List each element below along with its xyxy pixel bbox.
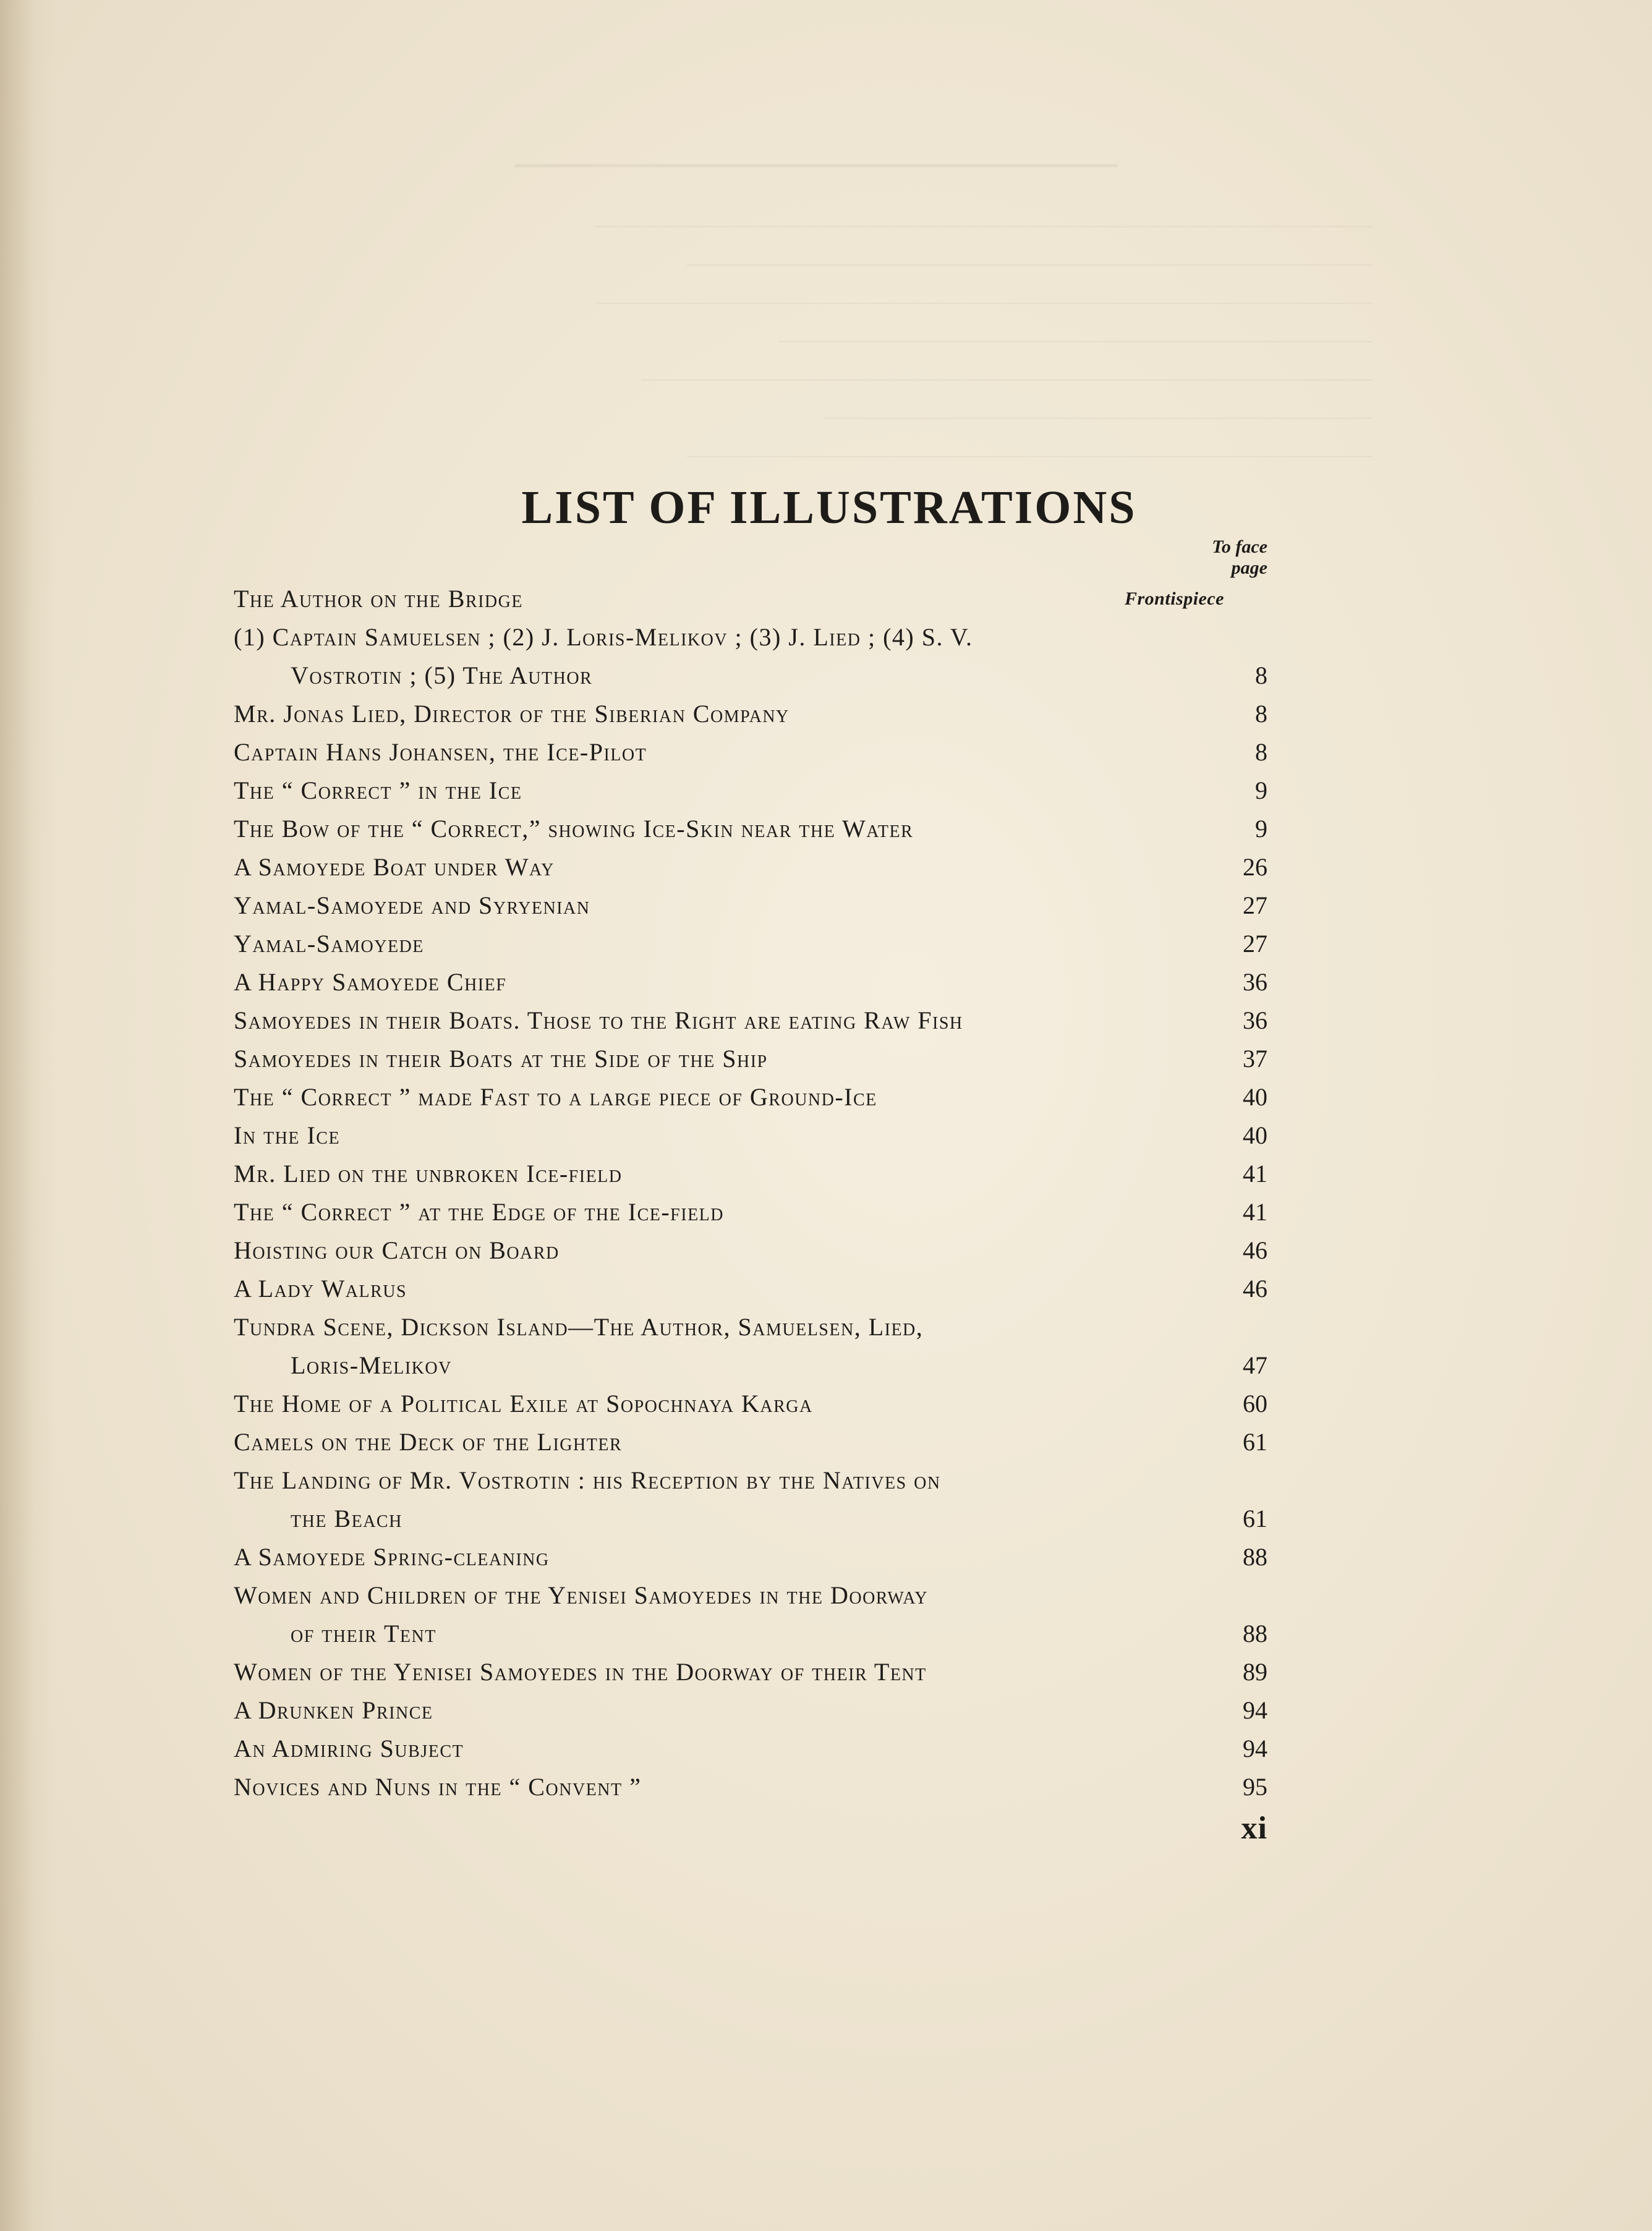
entry-caption: Camels on the Deck of the Lighter [234,1428,623,1456]
entry-page-number: 36 [1243,1006,1267,1034]
entry-caption: The Home of a Political Exile at Sopochnaya Karga [234,1390,813,1417]
entry-caption: Women of the Yenisei Samoyedes in the Doorway of their Tent [234,1658,927,1686]
entry-page-number: 27 [1243,930,1267,958]
illustration-list [234,580,1267,1806]
entry-page-number: 60 [1243,1390,1267,1417]
list-item [234,810,1267,848]
entry-page-number: 47 [1243,1351,1267,1379]
list-item [234,925,1267,963]
entry-caption: Vostrotin ; (5) The Author [291,661,593,689]
list-item [234,1691,1267,1730]
entry-caption: Yamal-Samoyede [234,930,424,958]
entry-caption: Loris-Melikov [291,1351,452,1379]
entry-caption: Captain Hans Johansen, the Ice-Pilot [234,738,647,766]
entry-page-number: 61 [1243,1505,1267,1532]
list-item [234,1231,1267,1270]
list-item [234,886,1267,925]
entry-caption: Yamal-Samoyede and Syryenian [234,891,590,919]
entry-caption: A Samoyede Boat under Way [234,853,555,881]
entry-caption: The “ Correct ” in the Ice [234,776,522,804]
column-header-line: page [1231,558,1267,578]
column-header [1175,537,1267,579]
list-item [234,1193,1267,1231]
column-header-line: To face [1212,537,1267,557]
entry-page-number: 94 [1243,1735,1267,1762]
entry-caption: The Bow of the “ Correct,” showing Ice-Skin near the Water [234,815,914,843]
entry-page-number: 41 [1243,1198,1267,1226]
list-item [234,733,1267,771]
entry-page-number: 8 [1255,661,1267,689]
entry-page-number: 40 [1243,1121,1267,1149]
entry-caption: of their Tent [291,1620,436,1647]
page-number: xi [1241,1811,1267,1846]
entry-page-number: 46 [1243,1236,1267,1264]
entry-caption: Mr. Lied on the unbroken Ice-field [234,1160,623,1188]
list-item [234,1538,1267,1576]
list-item [234,1653,1267,1691]
entry-caption: Hoisting our Catch on Board [234,1236,560,1264]
entry-caption: A Drunken Prince [234,1696,433,1724]
list-item [234,1155,1267,1193]
entry-page-number: 9 [1255,815,1267,843]
list-item [234,1040,1267,1078]
gutter-shadow [0,0,56,2231]
list-item [234,1308,1267,1385]
entry-page-number: 9 [1255,776,1267,804]
entry-page-number: 27 [1243,891,1267,919]
entry-caption: Samoyedes in their Boats. Those to the Right are eating Raw Fish [234,1006,963,1034]
list-item [234,1078,1267,1116]
entry-page-number: 95 [1243,1773,1267,1801]
list-item [234,1001,1267,1040]
entry-page-number: 46 [1243,1275,1267,1302]
entry-page-number: 37 [1243,1045,1267,1073]
list-item [234,1270,1267,1308]
entry-caption: The “ Correct ” at the Edge of the Ice-field [234,1198,724,1226]
entry-page-number: 36 [1243,968,1267,996]
list-item [234,580,1267,618]
entry-caption: A Samoyede Spring-cleaning [234,1543,550,1571]
list-item [234,1461,1267,1538]
entry-caption: the Beach [291,1505,402,1532]
entry-page-number: 89 [1243,1658,1267,1686]
entry-caption: Novices and Nuns in the “ Convent ” [234,1773,642,1801]
entry-caption: Mr. Jonas Lied, Director of the Siberian Company [234,700,790,728]
entry-caption: Samoyedes in their Boats at the Side of the Ship [234,1045,768,1073]
entry-page-number: 88 [1243,1543,1267,1571]
entry-page-number: Frontispiece [1125,589,1224,609]
entry-page-number: 94 [1243,1696,1267,1724]
entry-caption: A Lady Walrus [234,1275,407,1302]
entry-caption: An Admiring Subject [234,1735,464,1762]
entry-page-number: 40 [1243,1083,1267,1111]
list-item [234,1423,1267,1461]
entry-caption: The “ Correct ” made Fast to a large piece of Ground-Ice [234,1083,877,1111]
entry-caption: (1) Captain Samuelsen ; (2) J. Loris-Melikov ; (3) J. Lied ; (4) S. V. [234,623,973,651]
entry-caption: The Landing of Mr. Vostrotin : his Reception by the Natives on [234,1466,941,1494]
list-item [234,963,1267,1001]
entry-page-number: 26 [1243,853,1267,881]
entry-page-number: 8 [1255,700,1267,728]
entry-page-number: 8 [1255,738,1267,766]
bleed-through-text: ————————————— —————————————————————————————————— —————————————————————————————— —————————————————————————————————— —————————————————————————— ———————————————————————————————— ———————————————————————— —————————————————————————————— [514,136,1373,467]
entry-caption: Tundra Scene, Dickson Island—The Author, Samuelsen, Lied, [234,1313,924,1341]
list-item [234,848,1267,886]
entry-caption: Women and Children of the Yenisei Samoyedes in the Doorway [234,1581,929,1609]
list-item [234,1385,1267,1423]
entry-page-number: 88 [1243,1620,1267,1647]
list-item [234,1730,1267,1768]
entry-page-number: 61 [1243,1428,1267,1456]
list-item [234,771,1267,810]
page-title: LIST OF ILLUSTRATIONS [521,482,1137,533]
list-item [234,1116,1267,1155]
entry-caption: The Author on the Bridge [234,585,523,613]
list-item [234,1768,1267,1806]
list-item [234,618,1267,695]
list-item [234,695,1267,733]
entry-page-number: 41 [1243,1160,1267,1188]
entry-caption: A Happy Samoyede Chief [234,968,507,996]
entry-caption: In the Ice [234,1121,341,1149]
list-item [234,1576,1267,1653]
